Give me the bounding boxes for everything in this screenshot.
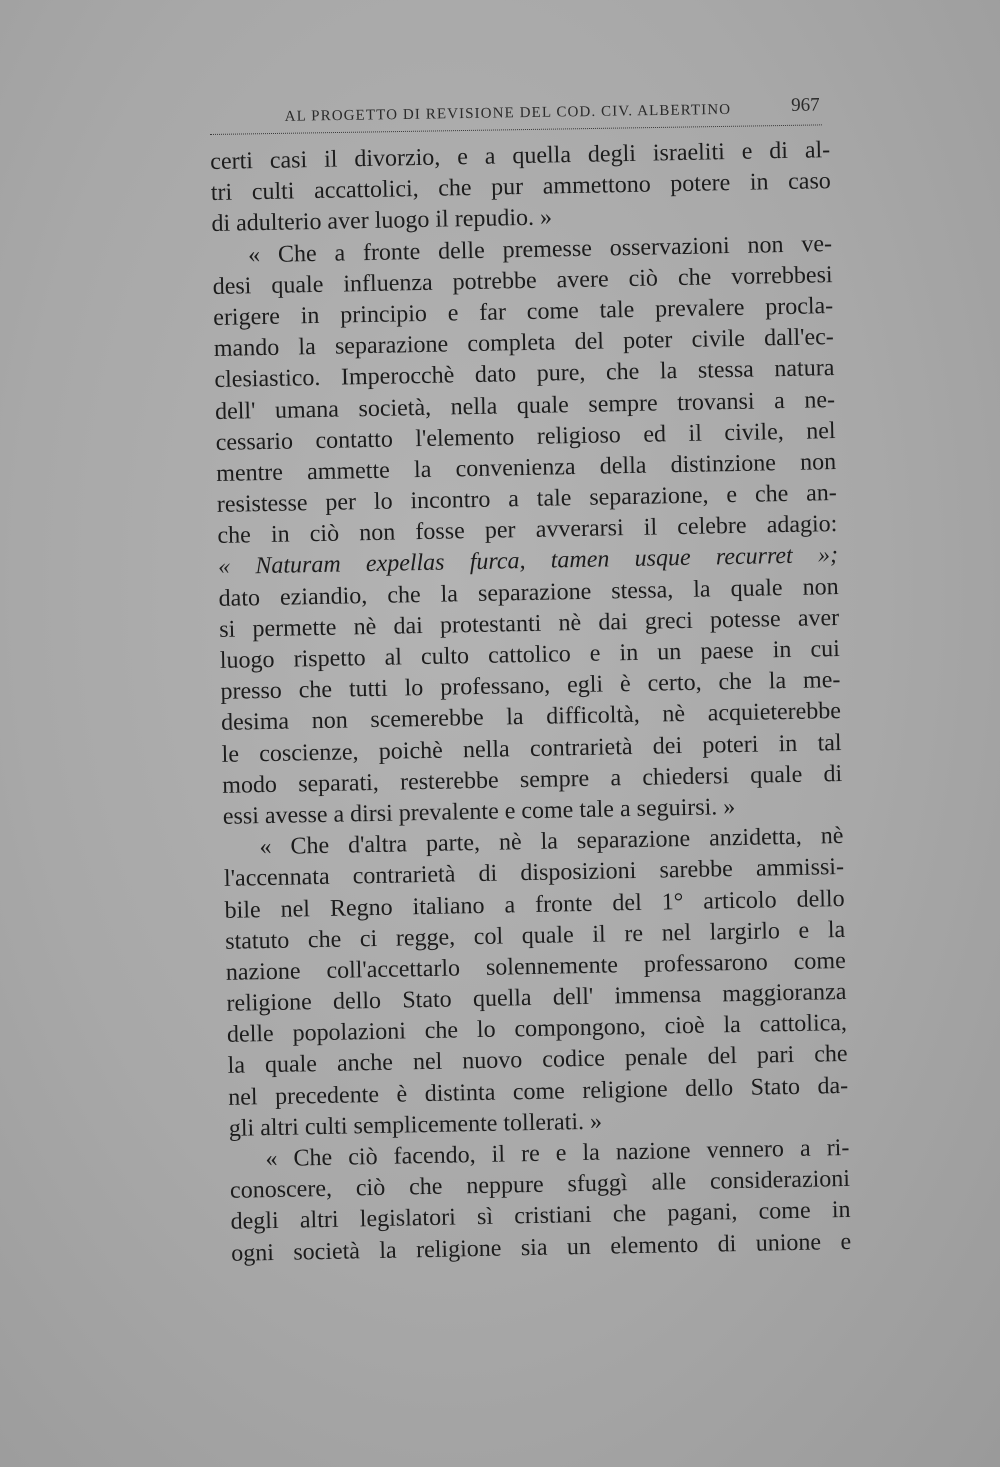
text-line: gli altri culti semplicemente tollerati. » bbox=[228, 1108, 603, 1142]
text-line: le coscienze, poichè nella contrarietà dei poteri in tal bbox=[221, 729, 842, 768]
text-line: religione dello Stato quella dell' immensa maggioranza bbox=[226, 979, 847, 1017]
text-line: che in ciò non fosse per avverarsi il celebre adagio: bbox=[217, 511, 838, 550]
running-title: AL PROGETTO DI REVISIONE DEL COD. CIV. ALBERTINO bbox=[284, 101, 732, 125]
text-line: certi casi il divorzio, e a quella degli israeliti e di al- bbox=[210, 137, 831, 175]
text-line: essi avesse a dirsi prevalente e come tale a seguirsi. » bbox=[222, 793, 736, 830]
text-line: modo separati, resterebbe sempre a chiedersi quale di bbox=[222, 760, 843, 799]
text-line: desi quale influenza potrebbe avere ciò che vorrebbesi bbox=[212, 261, 833, 300]
text-line: conoscere, ciò che neppure sfuggì alle considerazioni bbox=[229, 1166, 851, 1204]
text-line: statuto che ci regge, col quale il re nel largirlo e la bbox=[225, 916, 846, 955]
text-line: di adulterio aver luogo il repudio. » bbox=[211, 204, 553, 238]
text-line: l'accennata contrarietà di disposizioni sarebbe ammissi- bbox=[223, 854, 845, 893]
text-line: delle popolazioni che lo compongono, cioè la cattolica, bbox=[226, 1010, 848, 1049]
text-line: mentre ammette la convenienza della distinzione non bbox=[216, 448, 837, 487]
text-line: mando la separazione completa del poter civile dall'ec- bbox=[213, 324, 835, 363]
text-line: resistesse per lo incontro a tale separazione, e che an- bbox=[216, 480, 838, 518]
text-line: dato eziandio, che la separazione stessa, la quale non bbox=[218, 573, 839, 612]
text-line: « Che d'altra parte, nè la separazione anzidetta, nè bbox=[259, 823, 844, 861]
text-line: dell' umana società, nella quale sempre trovansi a ne- bbox=[214, 386, 836, 425]
text-line: desima non scemerebbe la difficoltà, nè acquieterebbe bbox=[220, 698, 842, 737]
text-line-quote: « Naturam expellas furca, tamen usque recurret »; bbox=[217, 542, 839, 581]
text-line: degli altri legislatori sì cristiani che pagani, come in bbox=[230, 1197, 851, 1236]
text-line: bile nel Regno italiano a fronte del 1° articolo dello bbox=[224, 885, 845, 924]
page-number: 967 bbox=[790, 94, 820, 116]
text-line: nel precedente è distinta come religione dello Stato da- bbox=[228, 1072, 849, 1111]
text-line: erigere in principio e far come tale prevalere procla- bbox=[213, 293, 834, 331]
text-line: nazione coll'accettarlo solennemente professarono come bbox=[225, 947, 846, 986]
text-line: si permette nè dai protestanti nè dai greci potesse aver bbox=[219, 604, 840, 643]
text-line: « Che ciò facendo, il re e la nazione vennero a ri- bbox=[265, 1134, 850, 1173]
text-line: luogo rispetto al culto cattolico e in un paese in cui bbox=[219, 636, 841, 674]
text-line: clesiastico. Imperocchè dato pure, che la stessa natura bbox=[214, 355, 835, 394]
running-head bbox=[209, 90, 821, 135]
text-line: « Che a fronte delle premesse osservazioni non ve- bbox=[247, 230, 833, 268]
text-line: tri culti accattolici, che pur ammettono potere in caso bbox=[210, 168, 832, 207]
text-line: la quale anche nel nuovo codice penale del pari che bbox=[227, 1041, 848, 1080]
text-line: presso che tutti lo professano, egli è certo, che la me- bbox=[220, 667, 841, 706]
text-line: cessario contatto l'elemento religioso ed il civile, nel bbox=[215, 417, 836, 456]
text-line: ogni società la religione sia un elemento di unione e bbox=[230, 1228, 852, 1267]
body-text bbox=[210, 135, 851, 1269]
